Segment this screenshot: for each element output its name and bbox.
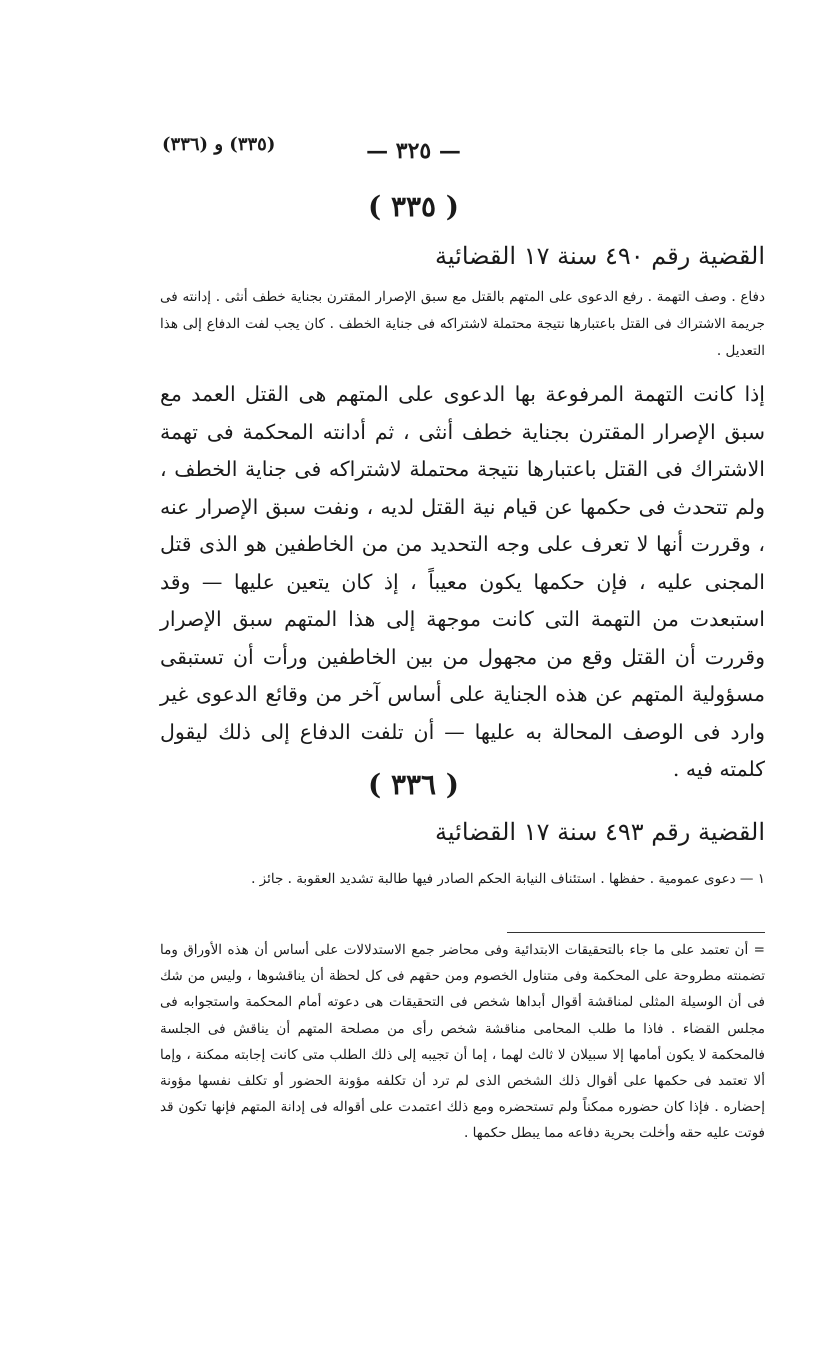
ruling-summary: دفاع . وصف التهمة . رفع الدعوى على المتهم بالقتل مع سبق الإصرار المقترن بجناية خطف أنثى . إدانته فى جريمة الاشتراك فى القتل باعتبارها نتيجة محتملة لاشتراكه فى جناية الخطف . كان يجب لفت الدفاع إلى هذا التعديل . [160,289,765,359]
case-title: القضية رقم ٤٩٣ سنة ١٧ القضائية [435,818,765,846]
ruling-number: ( ٣٣٦ ) [367,768,460,801]
page-number: — ٣٢٥ — [366,138,461,164]
ruling-number: ( ٣٣٥ ) [367,190,460,223]
ruling-summary: ١ — دعوى عمومية . حفظها . استئناف النيابة الحكم الصادر فيها طالبة تشديد العقوبة . جائز . [251,871,765,887]
ruling-body: إذا كانت التهمة المرفوعة بها الدعوى على المتهم هى القتل العمد مع سبق الإصرار المقترن بجناية خطف أنثى ، ثم أدانته المحكمة فى تهمة الاشتراك فى القتل باعتبارها نتيجة محتملة لاشتراكه فى جناية الخطف ، ولم تتحدث فى حكمها عن قيام نية القتل لديه ، ونفت سبق الإصرار عنه ، وقررت أنها لا تعرف على وجه التحديد من من الخاطفين هو الذى قتل المجنى عليه ، فإن حكمها يكون معيباً ، إذ كان يتعين عليها — وقد استبعدت من التهمة التى كانت موجهة إلى هذا المتهم سبق الإصرار وقررت أن القتل وقع من مجهول من بين الخاطفين ورأت أن تستبقى مسؤولية المتهم عن هذه الجناية على أساس آخر من وقائع الدعوى غير وارد فى الوصف المحالة به عليها — أن تلفت الدفاع إلى ذلك ليقول كلمته فيه . [160,382,765,781]
section-reference: (٣٣٥) و (٣٣٦) [162,134,276,155]
footnote-divider [507,932,765,933]
footnote: = أن تعتمد على ما جاء بالتحقيقات الابتدائية وفى محاضر جمع الاستدلالات على أساس أن هذه الأوراق وما تضمنته مطروحة على المحكمة وفى متناول الخصوم ومن حقهم فى كل لحظة أن يناقشوها ، وليس من شك فى أن الوسيلة المثلى لمناقشة أقوال أبداها شخص فى التحقيقات هى دعوته أمام المحكمة واستجوابه فى مجلس القضاء . فاذا ما طلب المحامى مناقشة شخص رأى من مصلحة المتهم أن يناقش فى الجلسة فالمحكمة لا يكون أمامها إلا سبيلان لا ثالث لهما ، إما أن تجيبه إلى ذلك الطلب متى كانت إجابته ممكنة ، وإما ألا تعتمد فى حكمها على أقوال ذلك الشخص الذى لم ترد أن تكلفه مؤونة الحضور أو تكلف نفسها مؤونة إحضاره . فإذا كان حضوره ممكناً ولم تستحضره ومع ذلك اعتمدت على أقواله فى إدانة المتهم فإنها تكون قد فوتت عليه حقه وأخلت بحرية دفاعه مما يبطل حكمها . [160,942,765,1142]
case-title: القضية رقم ٤٩٠ سنة ١٧ القضائية [435,242,765,270]
